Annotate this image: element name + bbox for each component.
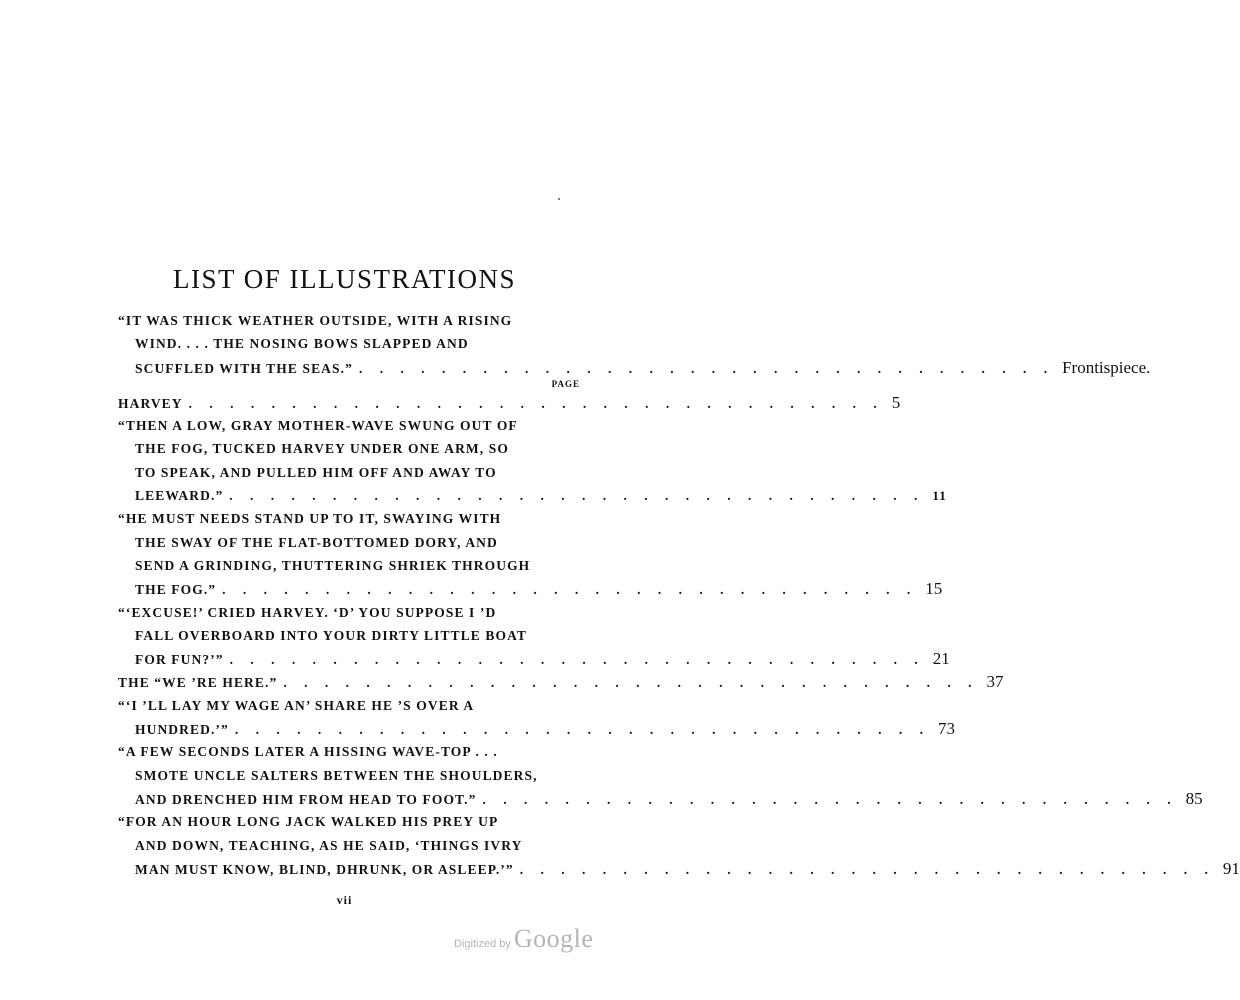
illustration-entry [118,694,955,741]
illustration-entry [118,391,901,414]
entry-caption-line: “A FEW SECONDS LATER A HISSING WAVE-TOP . . . [118,744,498,760]
entry-final-line [118,391,901,414]
illustration-entry [118,810,1240,880]
entry-caption-line: HUNDRED.’” [135,722,229,738]
page-number: 15 [925,579,943,599]
page-title: LIST OF ILLUSTRATIONS [172,264,516,295]
dot-leader: . . . . . . . . . . . . . . . . . . . . . . . . . . . . . . . . . . [188,395,884,411]
page-folio: vii [336,893,353,907]
entry-caption-line: MAN MUST KNOW, BLIND, DHRUNK, OR ASLEEP.’” [135,861,514,877]
entry-caption-line: “HE MUST NEEDS STAND UP TO IT, SWAYING WITH [118,511,502,527]
entry-caption-line: “IT WAS THICK WEATHER OUTSIDE, WITH A RISING [118,313,513,328]
page-speck [558,198,560,200]
dot-leader: . . . . . . . . . . . . . . . . . . . . . . . . . . . . . . . . . . [222,582,918,598]
entry-caption-line: THE “WE ’RE HERE.” [118,675,278,691]
illustration-entry [118,309,1151,379]
dot-leader: . . . . . . . . . . . . . . . . . . . . . . . . . . . . . . . . . . [234,722,930,738]
entry-caption-line: SEND A GRINDING, THUTTERING SHRIEK THROUGH [135,557,531,573]
illustration-entry [118,507,943,600]
watermark-prefix: Digitized by [454,938,511,950]
entry-final-line [118,787,1203,810]
entry-caption-line: THE FOG.” [135,582,217,598]
illustration-entry [118,601,950,671]
entry-caption-line: HARVEY [118,395,183,411]
entry-caption-line: SCUFFLED WITH THE SEAS.” [135,360,353,376]
entry-caption-line: “‘EXCUSE!’ CRIED HARVEY. ‘D’ YOU SUPPOSE I ’D [118,604,497,620]
dot-leader: . . . . . . . . . . . . . . . . . . . . . . . . . . . . . . . . . . [229,652,925,668]
entry-final-line [118,356,1151,379]
page-number: Frontispiece. [1062,357,1151,377]
illustration-list [118,309,1240,880]
entry-caption-line: “‘I ’LL LAY MY WAGE AN’ SHARE HE ’S OVER A [118,697,475,713]
entry-final-line [118,717,955,740]
entry-caption-line: “THEN A LOW, GRAY MOTHER-WAVE SWUNG OUT OF [118,418,518,434]
illustration-entry [118,414,947,507]
google-logo: Google [513,924,594,953]
page-number: 21 [932,649,950,669]
entry-caption-line: “FOR AN HOUR LONG JACK WALKED HIS PREY UP [118,814,499,830]
entry-caption-line: AND DRENCHED HIM FROM HEAD TO FOOT.” [135,791,477,807]
entry-final-line [118,857,1240,880]
digitized-watermark [454,924,593,954]
entry-final-line [118,484,947,507]
entry-caption-line: TO SPEAK, AND PULLED HIM OFF AND AWAY TO [135,464,497,480]
page-number: 85 [1185,788,1203,808]
entry-final-line [118,670,1004,693]
entry-caption-line: AND DOWN, TEACHING, AS HE SAID, ‘THINGS IVRY [135,837,523,853]
entry-caption-line: THE SWAY OF THE FLAT-BOTTOMED DORY, AND [135,534,498,550]
entry-caption-line: WIND. . . . THE NOSING BOWS SLAPPED AND [135,336,469,352]
illustration-entry [118,670,1004,693]
page-number: 5 [891,392,901,412]
page-number: 11 [932,488,947,504]
entry-caption-line: FALL OVERBOARD INTO YOUR DIRTY LITTLE BOAT [135,627,528,643]
dot-leader: . . . . . . . . . . . . . . . . . . . . . . . . . . . . . . . . . . [229,488,925,504]
dot-leader: . . . . . . . . . . . . . . . . . . . . . . . . . . . . . . . . . . [519,861,1215,877]
dot-leader: . . . . . . . . . . . . . . . . . . . . . . . . . . . . . . . . . . [482,791,1178,807]
entry-final-line [118,577,943,600]
page-column-heading: PAGE [551,378,580,389]
dot-leader: . . . . . . . . . . . . . . . . . . . . . . . . . . . . . . . . . . [283,675,979,691]
page-number: 73 [938,719,955,739]
entry-caption-line: LEEWARD.” [135,488,224,504]
page-number: 37 [986,672,1004,692]
page-number: 91 [1222,858,1240,878]
entry-caption-line: FOR FUN?’” [135,652,224,668]
entry-final-line [118,647,950,670]
dot-leader: . . . . . . . . . . . . . . . . . . . . . . . . . . . . . . . . . . [358,360,1055,376]
entry-caption-line: THE FOG, TUCKED HARVEY UNDER ONE ARM, SO [135,441,509,457]
entry-caption-line: SMOTE UNCLE SALTERS BETWEEN THE SHOULDERS, [135,767,538,783]
illustration-entry [118,740,1203,810]
